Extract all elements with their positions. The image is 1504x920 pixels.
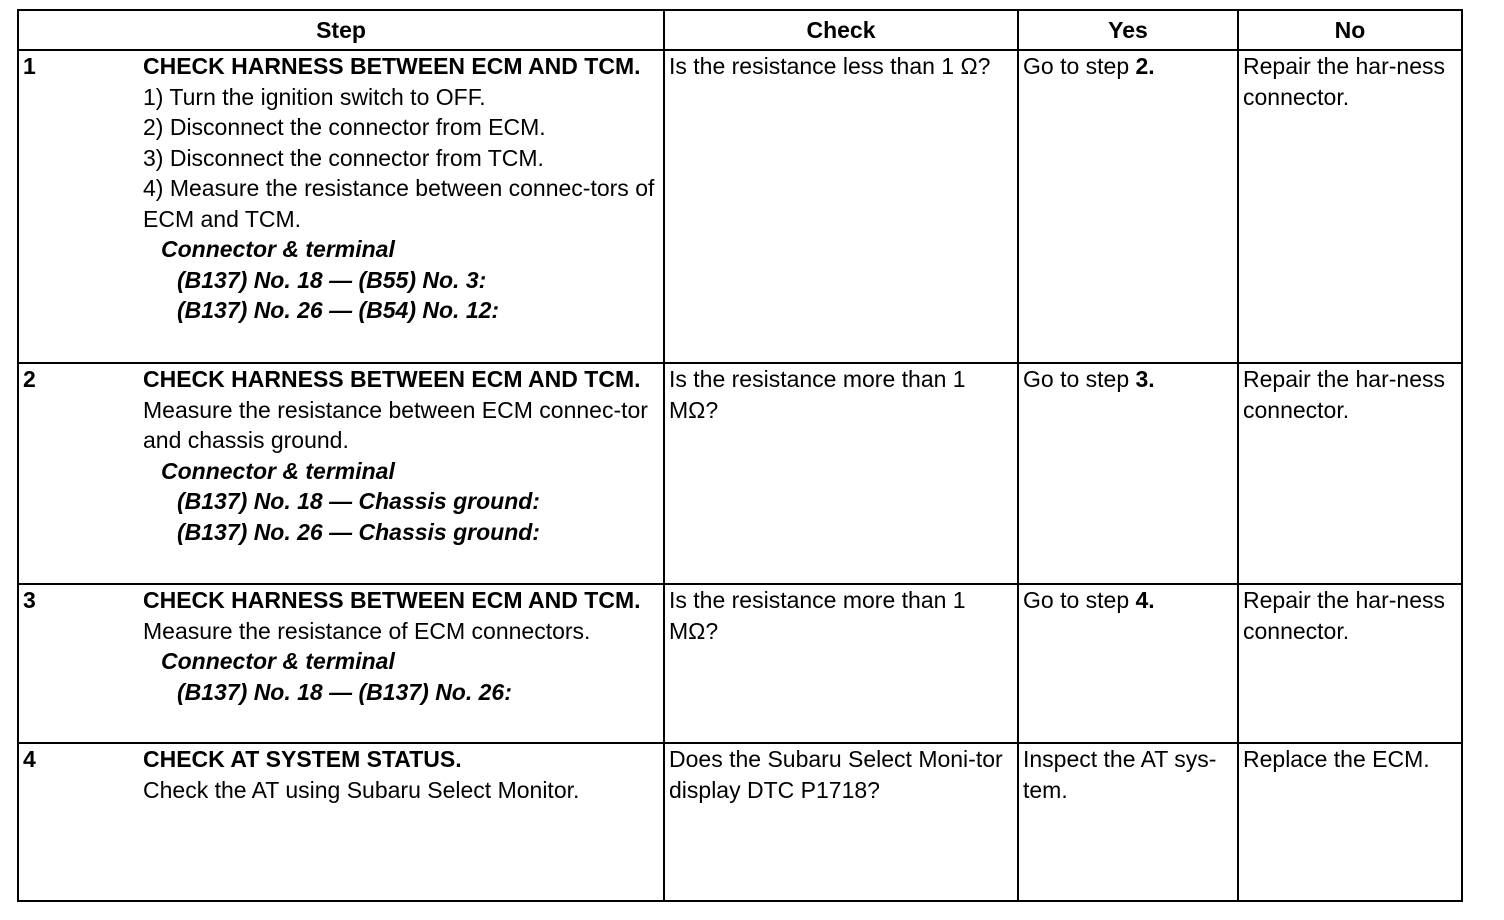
yes-step-link: 2. (1135, 53, 1155, 79)
step-number: 3 (23, 587, 36, 613)
no-cell: Repair the har-ness connector. (1238, 363, 1462, 584)
header-no: No (1238, 10, 1462, 50)
header-step: Step (18, 10, 664, 50)
step-title: CHECK HARNESS BETWEEN ECM AND TCM. (143, 53, 641, 79)
step-title: CHECK HARNESS BETWEEN ECM AND TCM. (143, 587, 641, 613)
instruction-line: 2) Disconnect the connector from ECM. (143, 114, 546, 140)
step-title: CHECK HARNESS BETWEEN ECM AND TCM. (143, 366, 641, 392)
connector-terminal-heading: Connector & terminal (161, 236, 395, 262)
instruction-line: Measure the resistance between ECM connec-tor and chassis ground. (143, 396, 648, 453)
table-row (18, 50, 1462, 363)
step-number: 4 (23, 746, 36, 772)
step-body (143, 51, 663, 326)
header-check: Check (664, 10, 1018, 50)
yes-step-link: 3. (1135, 366, 1155, 392)
yes-step-link: 4. (1135, 587, 1155, 613)
yes-prefix: Go to step (1023, 587, 1136, 613)
no-cell: Replace the ECM. (1238, 743, 1462, 901)
step-body (143, 744, 663, 805)
step-body (143, 364, 663, 547)
no-cell: Repair the har-ness connector. (1238, 584, 1462, 743)
yes-cell: Inspect the AT sys-tem. (1018, 743, 1238, 901)
terminal-spec: (B137) No. 26 — Chassis ground: (177, 518, 540, 545)
terminal-spec: (B137) No. 18 — (B137) No. 26: (177, 678, 512, 705)
step-number: 2 (23, 366, 36, 392)
yes-prefix: Go to step (1023, 53, 1136, 79)
instruction-line: Check the AT using Subaru Select Monitor. (143, 776, 580, 803)
check-cell: Is the resistance more than 1 MΩ? (664, 584, 1018, 743)
diagnostic-table (17, 9, 1463, 902)
header-yes: Yes (1018, 10, 1238, 50)
step-cell (18, 50, 664, 363)
check-cell: Is the resistance less than 1 Ω? (664, 50, 1018, 363)
check-cell: Is the resistance more than 1 MΩ? (664, 363, 1018, 584)
terminal-spec: (B137) No. 18 — (B55) No. 3: (177, 266, 487, 293)
step-title: CHECK AT SYSTEM STATUS. (143, 746, 462, 772)
step-cell (18, 584, 664, 743)
step-cell (18, 363, 664, 584)
check-cell: Does the Subaru Select Moni-tor display DTC P1718? (664, 743, 1018, 901)
instruction-line: Measure the resistance of ECM connectors. (143, 617, 591, 644)
step-cell (18, 743, 664, 901)
step-body (143, 585, 663, 707)
terminal-spec: (B137) No. 26 — (B54) No. 12: (177, 297, 500, 323)
yes-cell (1018, 50, 1238, 363)
instruction-line: 1) Turn the ignition switch to OFF. (143, 83, 486, 110)
instruction-line: 4) Measure the resistance between connec-tors of ECM and TCM. (143, 175, 655, 232)
yes-cell (1018, 363, 1238, 584)
table-row (18, 743, 1462, 901)
step-number: 1 (23, 53, 36, 79)
connector-terminal-heading: Connector & terminal (161, 457, 395, 484)
table-row (18, 584, 1462, 743)
no-cell: Repair the har-ness connector. (1238, 50, 1462, 363)
table-row (18, 363, 1462, 584)
terminal-spec: (B137) No. 18 — Chassis ground: (177, 488, 540, 514)
connector-terminal-heading: Connector & terminal (161, 648, 395, 674)
header-row (18, 10, 1462, 50)
yes-cell (1018, 584, 1238, 743)
yes-prefix: Go to step (1023, 366, 1136, 392)
instruction-line: 3) Disconnect the connector from TCM. (143, 144, 544, 171)
